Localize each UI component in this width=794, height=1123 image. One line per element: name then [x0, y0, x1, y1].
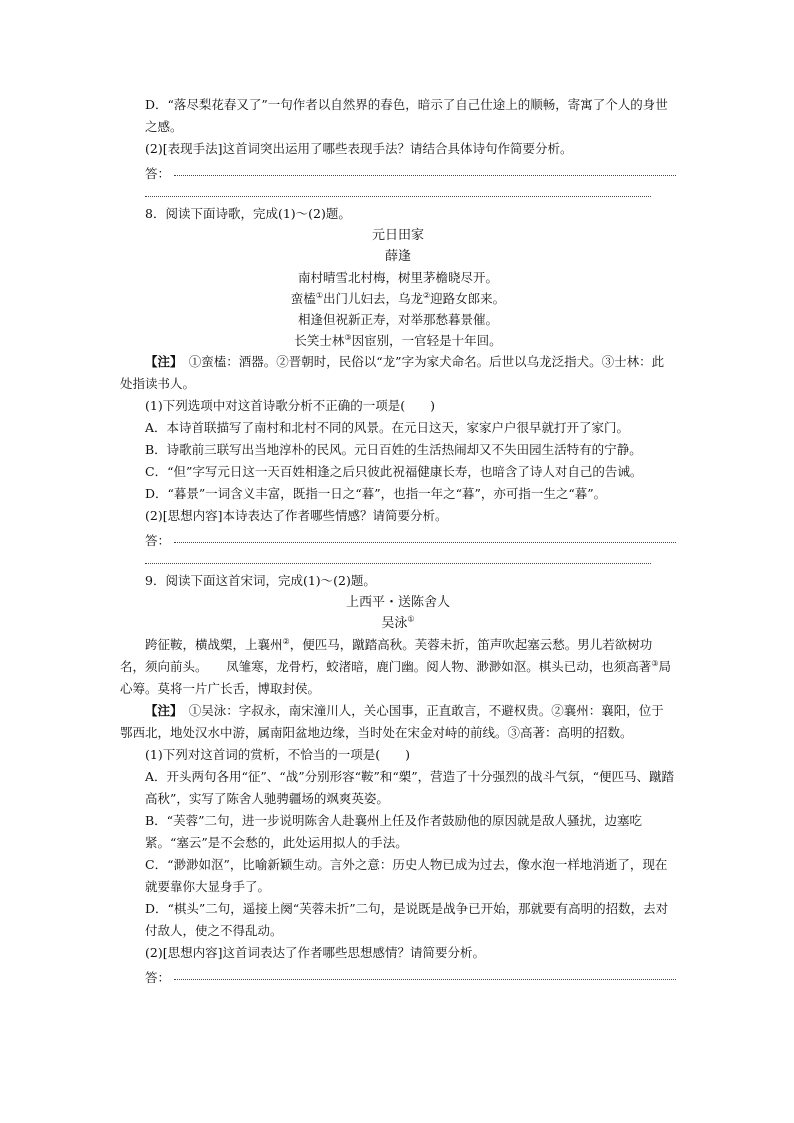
- poem-text: ，便匹马，蹴踏高秋。芙蓉未折，笛声吹起塞云愁。男儿若欲树功名，须向前头。 凤雏寒，龙骨朽，蛟渚暗，鹿门幽。阅人物、渺渺如沤。棋头已动，也须高著: [120, 637, 653, 674]
- poem-text: 出门儿妇去，乌龙: [322, 291, 423, 306]
- q8-intro: 8．阅读下面诗歌，完成(1)～(2)题。: [145, 206, 351, 221]
- q9-part1: (1)下列对这首词的赏析，不恰当的一项是( ): [145, 747, 410, 762]
- q8-answer-line[interactable]: [120, 527, 676, 549]
- q7-option-d: D．“落尽梨花春又了”一句作者以自然界的春色，暗示了自己仕途上的顺畅，寄寓了个人的身世之感。: [145, 97, 668, 134]
- footnote-marker: ③: [651, 658, 659, 668]
- q8-poem-line-3: 相逢但祝新正寿，对举那愁暮景催。: [297, 312, 498, 327]
- q9-part2: (2)[思想内容]这首词表达了作者哪些思想感情？请简要分析。: [145, 945, 485, 960]
- q9-poem-author: [120, 613, 676, 634]
- poem-text: 迎路女郎来。: [430, 291, 506, 306]
- footnote-marker: ①: [407, 614, 415, 624]
- q9-poem-title: 上西平・送陈舍人: [345, 595, 450, 610]
- q8-part1: (1)下列选项中对这首诗歌分析不正确的一项是( ): [145, 398, 435, 413]
- q8-part2: (2)[思想内容]本诗表达了作者哪些情感？请简要分析。: [145, 508, 448, 523]
- q9-answer-line[interactable]: [120, 964, 676, 986]
- footnote-marker: ③: [344, 332, 352, 342]
- answer-dotted-line: [174, 175, 676, 176]
- note-label: 【注】: [145, 703, 177, 718]
- q9-intro: 9．阅读下面这首宋词，完成(1)～(2)题。: [145, 573, 376, 588]
- answer-label: 答：: [145, 166, 171, 181]
- note-text: ①蛮榼：酒器。②晋朝时，民俗以“龙”字为家犬命名。后世以乌龙泛指犬。③士林：此处指读书人。: [120, 354, 665, 391]
- answer-dotted-line: [174, 979, 676, 980]
- footnote-marker: ②: [282, 636, 290, 646]
- author-name: 吴泳: [381, 616, 408, 631]
- note-label: 【注】: [145, 354, 177, 369]
- q7-answer-line[interactable]: [120, 160, 676, 182]
- poem-text: 蛮榼: [290, 291, 316, 306]
- answer-label: 答：: [145, 970, 171, 985]
- q9-option-b: B．“芙蓉”二句，进一步说明陈舍人赴襄州上任及作者鼓励他的原因就是敌人骚扰，边塞吃紧。“塞云”是不会愁的，此处运用拟人的手法。: [145, 813, 642, 850]
- answer-label: 答：: [145, 533, 171, 548]
- q8-poem-line-4: [120, 330, 676, 351]
- q9-note: [120, 700, 676, 744]
- q8-option-a: A．本诗首联描写了南村和北村不同的风景。在元日这天，家家户户很早就打开了家门。: [145, 420, 630, 435]
- q9-poem-body: [120, 634, 676, 700]
- q8-option-c: C．“但”字写元日这一天百姓相逢之后只彼此祝福健康长寿，也暗含了诗人对自己的告诫。: [145, 464, 643, 479]
- document-content: [120, 94, 676, 986]
- footnote-marker: ①: [315, 290, 323, 300]
- answer-dotted-line-2: [145, 549, 651, 564]
- q8-poem-title: 元日田家: [371, 228, 424, 243]
- poem-text: 因宦别，一官轻是十年回。: [351, 333, 502, 348]
- q8-option-b: B．诗歌前三联写出当地淳朴的民风。元日百姓的生活热闹却又不失田园生活特有的宁静。: [145, 442, 642, 457]
- q7-part2: (2)[表现手法]这首词突出运用了哪些表现手法？请结合具体诗句作简要分析。: [145, 141, 573, 156]
- q8-note: [120, 351, 676, 395]
- q9-option-d: D．“棋头”二句，遥接上阕“芙蓉未折”二句，是说既是战争已开始，那就要有高明的招数，去对付敌人，使之不得乱动。: [145, 901, 669, 938]
- poem-text: 长笑士林: [294, 333, 345, 348]
- poem-text: 跨征鞍，横战槊，上襄州: [145, 637, 283, 652]
- answer-dotted-line-2: [145, 182, 651, 197]
- q8-option-d: D．“暮景”一词含义丰富，既指一日之“暮”，也指一年之“暮”，亦可指一生之“暮”。: [145, 486, 607, 501]
- q8-poem-line-2: [120, 288, 676, 309]
- poem-text: 局心筹。莫将一片广长舌，博取封侯。: [120, 659, 671, 696]
- q8-poem-line-1: 南村晴雪北村梅，树里茅檐晓尽开。: [297, 270, 498, 285]
- footnote-marker: ②: [423, 290, 431, 300]
- answer-dotted-line: [174, 542, 676, 543]
- q9-option-c: C．“渺渺如沤”，比喻新颖生动。言外之意：历史人物已成为过去，像水泡一样地消逝了，现在就要靠你大显身手了。: [145, 857, 668, 894]
- q8-poem-author: 薛逢: [384, 249, 411, 264]
- note-text: ①吴泳：字叔永，南宋潼川人，关心国事，正直敢言，不避权贵。②襄州：襄阳，位于鄂西北，地处汉水中游，属南阳盆地边缘，当时处在宋金对峙的前线。③高著：高明的招数。: [120, 703, 664, 740]
- q9-option-a: A．开头两句各用“征”、“战”分别形容“鞍”和“槊”，营造了十分强烈的战斗气氛，“便匹马、蹴踏高秋”，实写了陈舍人驰骋疆场的飒爽英姿。: [145, 769, 675, 806]
